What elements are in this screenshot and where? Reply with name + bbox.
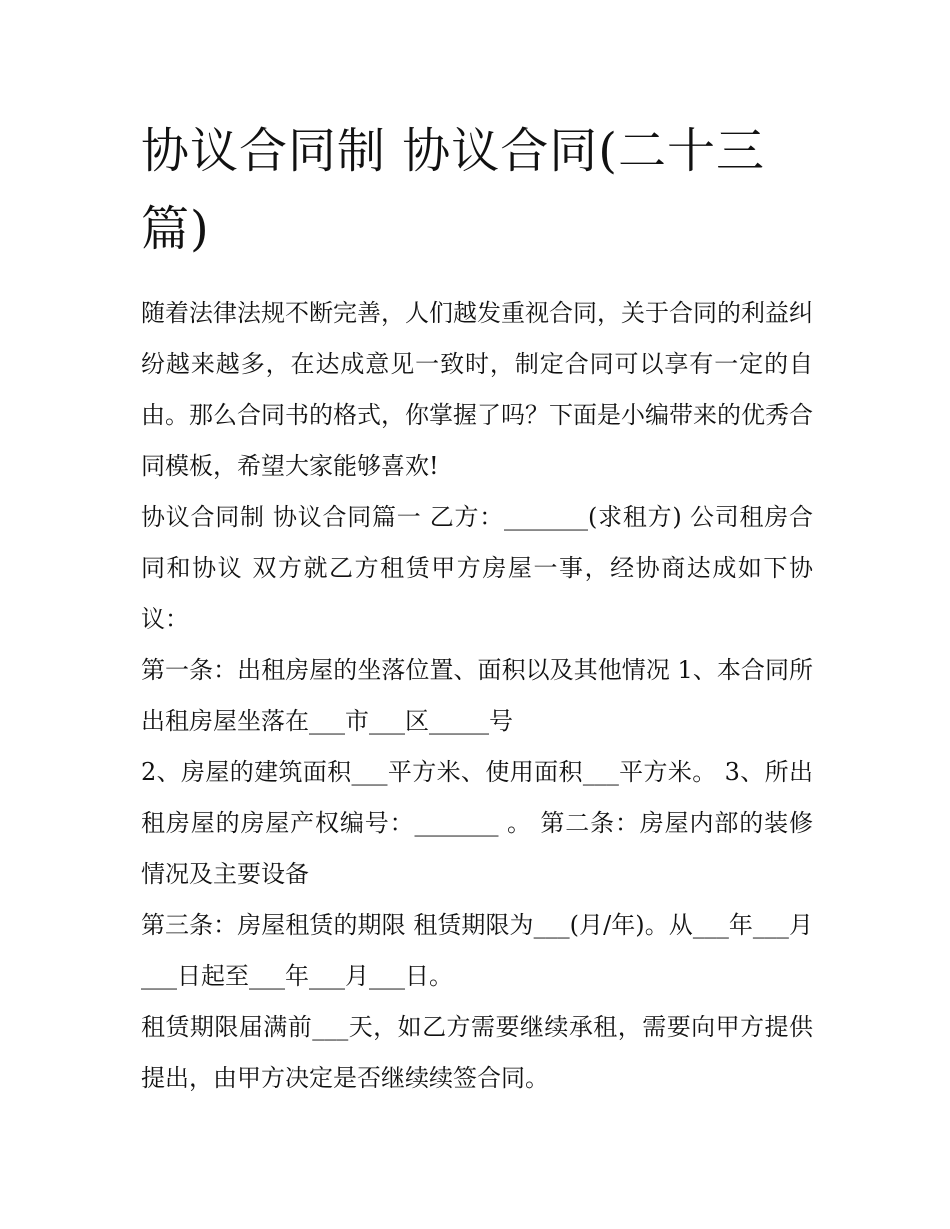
article-three-paragraph: 第三条：房屋租赁的期限 租赁期限为___(月/年)。从___年___月___日起至___年___月___日。 [141,911,813,990]
document-content [141,112,813,1104]
renewal-paragraph: 租赁期限届满前___天，如乙方需要继续承租，需要向甲方提供提出，由甲方决定是否继续续签合同。 [141,1013,813,1092]
article-one-paragraph: 第一条：出租房屋的坐落位置、面积以及其他情况 1、本合同所出租房屋坐落在___市___区_____号 [141,656,813,735]
contract-header-paragraph: 协议合同制 协议合同篇一 乙方：_______(求租方) 公司租房合同和协议 双方就乙方租赁甲方房屋一事，经协商达成如下协议： [141,503,813,633]
intro-paragraph: 随着法律法规不断完善，人们越发重视合同，关于合同的利益纠纷越来越多，在达成意见一致时，制定合同可以享有一定的自由。那么合同书的格式，你掌握了吗？下面是小编带来的优秀合同模板，希望大家能够喜欢! [141,299,813,480]
document-title: 协议合同制 协议合同(二十三篇) [141,123,765,257]
article-one-two-paragraph: 2、房屋的建筑面积___平方米、使用面积___平方米。 3、所出租房屋的房屋产权编号：_______ 。 第二条：房屋内部的装修情况及主要设备 [141,758,813,888]
